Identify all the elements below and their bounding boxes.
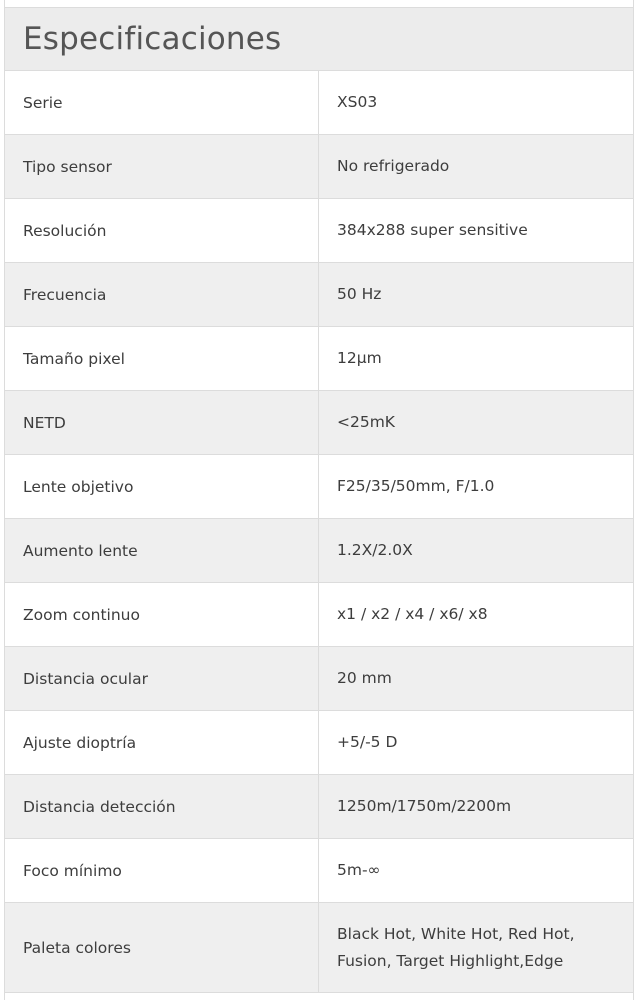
spec-value: 12μm (337, 349, 382, 367)
spec-value: <25mK (337, 413, 395, 431)
specifications-panel (4, 0, 634, 1000)
spec-label: Lente objetivo (5, 455, 319, 518)
spec-label: Zoom continuo (5, 583, 319, 646)
spec-label: NETD (5, 391, 319, 454)
spec-value: 1.2X/2.0X (337, 541, 413, 559)
spec-row-lente-objetivo (5, 455, 633, 519)
spec-label: Distancia ocular (5, 647, 319, 710)
spec-row-distancia-deteccion (5, 775, 633, 839)
spec-label: Distancia detección (5, 775, 319, 838)
specifications-header (5, 7, 633, 71)
spec-row-netd (5, 391, 633, 455)
spec-label: Foco mínimo (5, 839, 319, 902)
spec-value: 1250m/1750m/2200m (337, 797, 512, 815)
spec-row-frecuencia (5, 263, 633, 327)
spec-row-distancia-ocular (5, 647, 633, 711)
spec-label: Frecuencia (5, 263, 319, 326)
spec-row-tipo-sensor (5, 135, 633, 199)
spec-value: 20 mm (337, 669, 392, 687)
spec-value: 5m-∞ (337, 861, 381, 879)
spec-label: Serie (5, 71, 319, 134)
spec-label: Tamaño pixel (5, 327, 319, 390)
spec-label: Ajuste dioptría (5, 711, 319, 774)
spec-value: +5/-5 D (337, 733, 398, 751)
spec-row-ajuste-dioptria (5, 711, 633, 775)
spec-value: 384x288 super sensitive (337, 221, 528, 239)
spec-value: F25/35/50mm, F/1.0 (337, 477, 495, 495)
spec-row-resolucion (5, 199, 633, 263)
spec-value: XS03 (337, 93, 378, 111)
spec-row-zoom-continuo (5, 583, 633, 647)
spec-label: Paleta colores (5, 903, 319, 992)
spec-value: x1 / x2 / x4 / x6/ x8 (337, 605, 488, 623)
spec-row-serie (5, 71, 633, 135)
spec-row-aumento-lente (5, 519, 633, 583)
spec-label: Resolución (5, 199, 319, 262)
spec-value: No refrigerado (337, 157, 450, 175)
spec-label: Tipo sensor (5, 135, 319, 198)
specifications-title: Especificaciones (23, 21, 282, 57)
spec-row-foco-minimo (5, 839, 633, 903)
spec-label: Aumento lente (5, 519, 319, 582)
spec-row-paleta-colores (5, 903, 633, 993)
spec-value: Black Hot, White Hot, Red Hot, Fusion, Target Highlight,Edge (337, 924, 575, 970)
spec-value: 50 Hz (337, 285, 382, 303)
specifications-table (5, 71, 633, 993)
spec-row-tamano-pixel (5, 327, 633, 391)
